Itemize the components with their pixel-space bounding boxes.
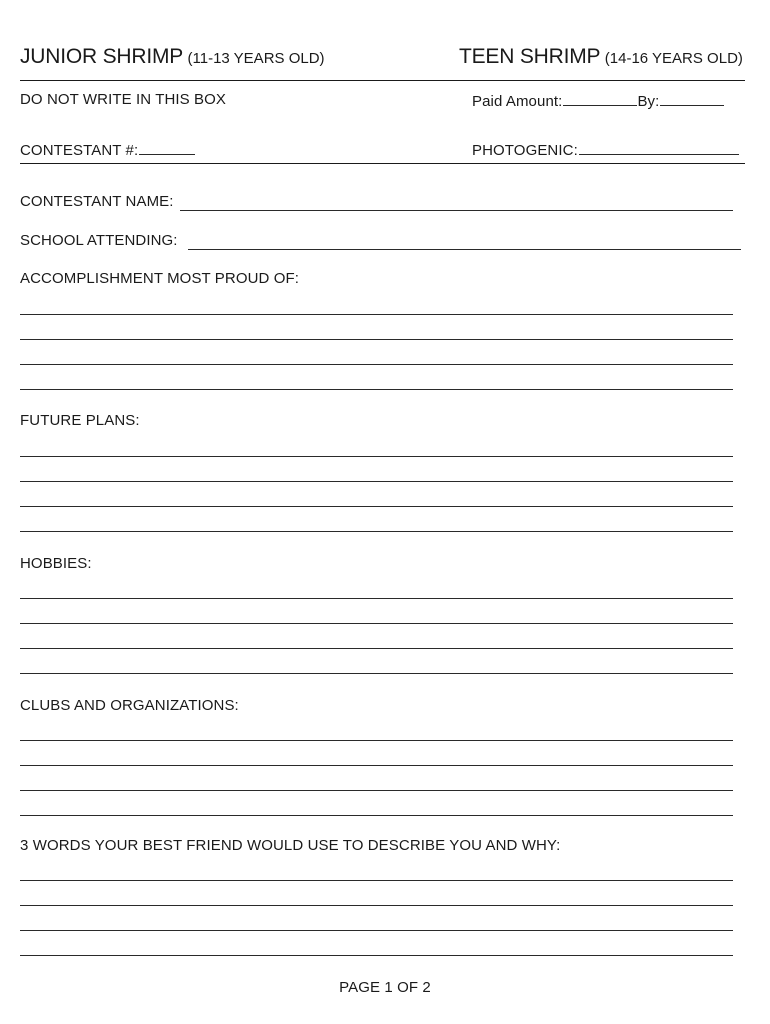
future-plans-line-4[interactable] [20, 531, 733, 532]
clubs-line-3[interactable] [20, 790, 733, 791]
page-number: PAGE 1 OF 2 [339, 979, 431, 996]
accomplishment-line-3[interactable] [20, 364, 733, 365]
clubs-line-4[interactable] [20, 815, 733, 816]
three-words-line-1[interactable] [20, 880, 733, 881]
school-attending-field[interactable] [188, 249, 741, 250]
future-plans-line-3[interactable] [20, 506, 733, 507]
photogenic-label: PHOTOGENIC: [472, 142, 578, 159]
three-words-label: 3 WORDS YOUR BEST FRIEND WOULD USE TO DESCRIBE YOU AND WHY: [20, 837, 561, 854]
photogenic-row [472, 140, 739, 159]
hobbies-line-4[interactable] [20, 673, 733, 674]
teen-ages: (14-16 YEARS OLD) [604, 50, 743, 67]
hobbies-label: HOBBIES: [20, 555, 92, 572]
by-label: By: [637, 93, 660, 110]
junior-title: JUNIOR SHRIMP [20, 45, 184, 68]
three-words-line-4[interactable] [20, 955, 733, 956]
junior-shrimp-heading [20, 45, 325, 69]
future-plans-line-2[interactable] [20, 481, 733, 482]
school-attending-label: SCHOOL ATTENDING: [20, 232, 178, 249]
future-plans-line-1[interactable] [20, 456, 733, 457]
header-divider [20, 80, 745, 81]
hobbies-line-3[interactable] [20, 648, 733, 649]
paid-amount-row [472, 91, 724, 110]
accomplishment-line-4[interactable] [20, 389, 733, 390]
paid-amount-field[interactable] [563, 91, 637, 106]
contestant-name-label: CONTESTANT NAME: [20, 193, 174, 210]
hobbies-line-2[interactable] [20, 623, 733, 624]
clubs-organizations-label: CLUBS AND ORGANIZATIONS: [20, 697, 239, 714]
clubs-line-2[interactable] [20, 765, 733, 766]
teen-shrimp-heading [459, 45, 743, 69]
do-not-write-notice: DO NOT WRITE IN THIS BOX [20, 91, 227, 108]
contestant-name-field[interactable] [180, 210, 733, 211]
teen-title: TEEN SHRIMP [459, 45, 601, 68]
three-words-line-3[interactable] [20, 930, 733, 931]
contestant-number-field[interactable] [139, 140, 195, 155]
contestant-number-label: CONTESTANT #: [20, 142, 139, 159]
future-plans-label: FUTURE PLANS: [20, 412, 140, 429]
by-field[interactable] [660, 91, 724, 106]
office-box-divider [20, 163, 745, 164]
accomplishment-line-1[interactable] [20, 314, 733, 315]
hobbies-line-1[interactable] [20, 598, 733, 599]
junior-ages: (11-13 YEARS OLD) [187, 50, 325, 67]
clubs-line-1[interactable] [20, 740, 733, 741]
photogenic-field[interactable] [579, 140, 739, 155]
three-words-line-2[interactable] [20, 905, 733, 906]
accomplishment-line-2[interactable] [20, 339, 733, 340]
paid-amount-label: Paid Amount: [472, 93, 563, 110]
contestant-number-row [20, 140, 195, 159]
accomplishment-label: ACCOMPLISHMENT MOST PROUD OF: [20, 270, 300, 287]
